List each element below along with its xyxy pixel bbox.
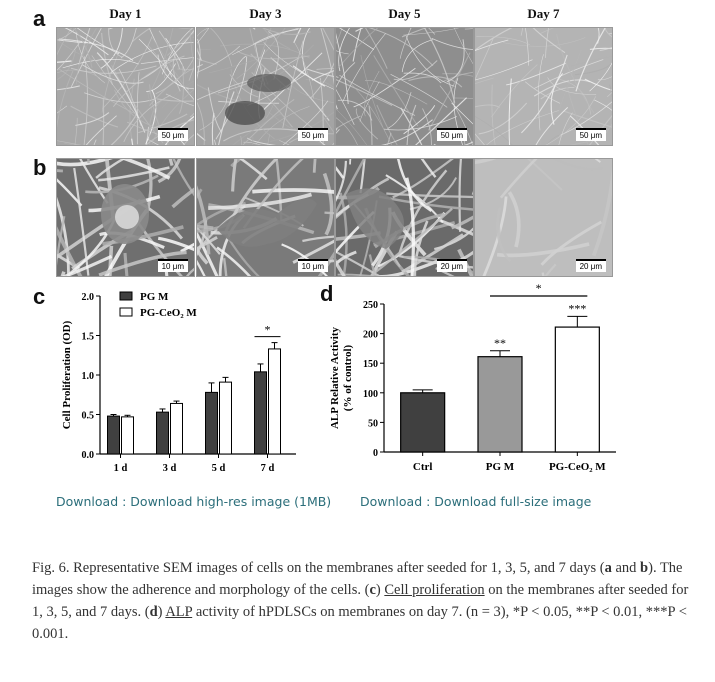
day-label-5: Day 5 [388,6,421,21]
legend-label: PG-CeO₂ M [140,307,197,319]
y-tick-label: 1.5 [81,331,94,343]
y-axis-label: Cell Proliferation (OD) [61,320,73,430]
y-tick-label: 0 [373,448,378,459]
scale-bar: 50 μm [298,128,328,141]
bar [108,416,120,454]
bar [555,327,599,452]
day-label-7: Day 7 [527,6,560,21]
panel-letter-d: d [320,281,334,306]
day-label-3: Day 3 [249,6,282,21]
y-tick-label: 0.0 [81,450,94,461]
bar [220,382,232,454]
bar [122,417,134,454]
y-axis-label: ALP Relative Activity [329,326,341,430]
caption-link-alp[interactable]: ALP [165,604,193,620]
scale-bar: 20 μm [576,259,606,272]
day-label-1: Day 1 [109,6,142,21]
caption-ref-d: d [149,604,158,620]
y-tick-label: 1.0 [81,371,94,382]
caption-text: Fig. 6. Representative SEM images of cells on the membranes after seeded for 1, 3, 5, and 7 days ( [32,560,605,576]
panel-letter-b: b [33,155,47,180]
x-tick-label: PG M [485,461,515,473]
scale-bar: 20 μm [437,259,467,272]
sem-image-a-day5 [335,27,474,146]
x-tick-label: 7 d [260,463,275,474]
y-tick-label: 50 [368,418,378,430]
bar [401,393,445,452]
download-fullsize-link[interactable]: Download : Download full-size image [360,494,592,509]
panel-letter-a: a [33,6,46,31]
panel-letter-c: c [33,284,46,309]
download-highres-link[interactable]: Download : Download high-res image (1MB) [56,494,332,509]
caption-ref-b: b [640,560,649,576]
scale-bar: 10 μm [158,259,188,272]
significance-label: * [264,322,271,337]
sem-image-b-day3 [196,158,335,277]
chart-cell-proliferation [56,284,316,484]
caption-ref-a: a [604,560,612,576]
sem-image-a-day3 [196,27,335,146]
scale-bar: 50 μm [158,128,188,141]
sem-image-a-day7 [474,27,613,146]
legend-swatch [120,308,132,316]
y-tick-label: 0.5 [81,410,94,422]
y-tick-label: 200 [363,329,378,341]
x-tick-label: Ctrl [412,461,433,473]
chart-alp-activity [326,280,626,484]
x-tick-label: PG-CeO₂ M [548,461,606,473]
figure-caption [32,557,692,645]
bar [255,372,267,454]
caption-text: ). The images show the adherence and morphology of the cells. ( [32,560,683,598]
bar [157,412,169,454]
caption-text: ) [375,582,385,598]
caption-text: activity of hPDLSCs on membranes on day 7. (n = 3), *P < 0.05, **P < 0.01, ***P < 0.001. [32,604,687,642]
sem-image-b-day5 [335,158,474,277]
bar [171,403,183,454]
y-axis-label: (% of control) [342,344,354,412]
caption-text: and [611,560,641,576]
y-tick-label: 150 [363,359,378,371]
legend-label: PG M [140,291,169,303]
sem-image-a-day1 [56,27,195,146]
sem-image-b-day1 [56,158,195,277]
scale-bar: 50 μm [437,128,467,141]
cell-nucleus [115,205,139,229]
x-tick-label: 3 d [162,463,177,474]
caption-text: ) [157,604,166,620]
bracket-label: * [535,281,542,295]
y-tick-label: 100 [363,388,378,400]
caption-ref-c: c [369,582,376,598]
scale-bar: 50 μm [576,128,606,141]
sem-image-b-day7 [474,158,613,277]
caption-link-cell-proliferation[interactable]: Cell proliferation [384,582,485,598]
y-tick-label: 250 [363,300,378,311]
legend-swatch [120,292,132,300]
bar [206,392,218,454]
scale-bar: 10 μm [298,259,328,272]
bar-significance-label: ** [494,335,506,350]
bar [478,357,522,452]
chart-c-svg [56,284,316,484]
caption-text: on the membranes after seeded for 1, 3, 5, and 7 days. ( [32,582,689,620]
y-tick-label: 2.0 [81,292,94,303]
chart-d-svg [326,280,626,484]
x-tick-label: 1 d [113,463,128,474]
bar-significance-label: *** [568,301,587,316]
bar [269,349,281,454]
cell-cluster [225,101,265,125]
x-tick-label: 5 d [211,463,226,474]
cell-cluster [247,74,291,92]
